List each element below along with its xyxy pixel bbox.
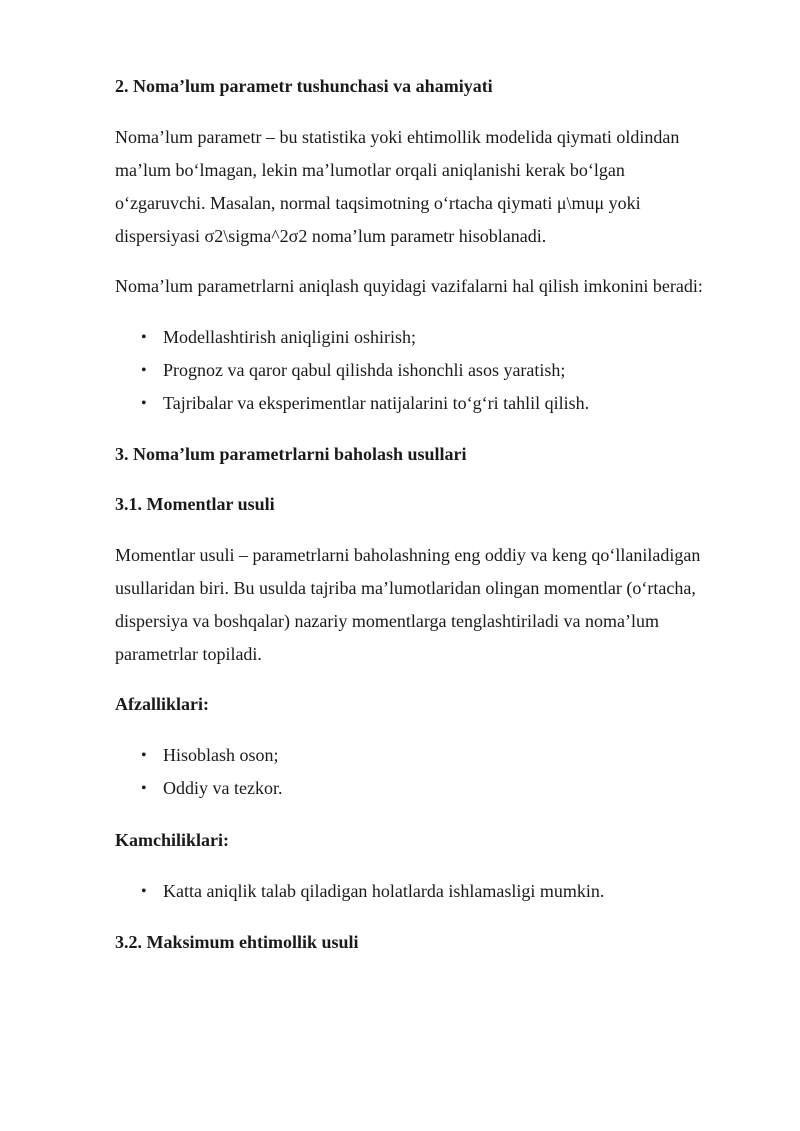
list-item-text: Oddiy va tezkor. [163, 778, 283, 798]
paragraph-line: dispersiya va boshqalar) nazariy momentlarga tenglashtiriladi va noma’lum [115, 611, 659, 631]
bullet-icon: • [141, 395, 147, 412]
section-3-heading: 3. Noma’lum parametrlarni baholash usullari [115, 444, 467, 464]
paragraph-line: Noma’lum parametr – bu statistika yoki ehtimollik modelida qiymati oldindan [115, 127, 680, 147]
list-item-text: Hisoblash oson; [163, 745, 279, 765]
advantages-heading: Afzalliklari: [115, 694, 209, 714]
paragraph-line: o‘zgaruvchi. Masalan, normal taqsimotning o‘rtacha qiymati μ\muμ yoki [115, 193, 641, 213]
section-3-1-paragraph [115, 539, 735, 671]
section-3-2-heading: 3.2. Maksimum ehtimollik usuli [115, 932, 359, 952]
paragraph-line: Momentlar usuli – parametrlarni baholashning eng oddiy va keng qo‘llaniladigan [115, 545, 701, 565]
section-2-paragraph-1 [115, 121, 735, 253]
paragraph-line: dispersiyasi σ2\sigma^2σ2 noma’lum parametr hisoblanadi. [115, 226, 547, 246]
bullet-icon: • [141, 780, 147, 797]
list-item-text: Modellashtirish aniqligini oshirish; [163, 327, 416, 347]
paragraph-line: usullaridan biri. Bu usulda tajriba ma’lumotlaridan olingan momentlar (o‘rtacha, [115, 578, 696, 598]
bullet-icon: • [141, 883, 147, 900]
disadvantages-heading: Kamchiliklari: [115, 830, 229, 850]
bullet-icon: • [141, 747, 147, 764]
section-2-heading: 2. Noma’lum parametr tushunchasi va ahamiyati [115, 76, 493, 96]
list-item-text: Katta aniqlik talab qiladigan holatlarda ishlamasligi mumkin. [163, 881, 605, 901]
bullet-icon: • [141, 329, 147, 346]
paragraph-line: ma’lum bo‘lmagan, lekin ma’lumotlar orqali aniqlanishi kerak bo‘lgan [115, 160, 625, 180]
paragraph-line: parametrlar topiladi. [115, 644, 262, 664]
bullet-icon: • [141, 362, 147, 379]
section-3-1-heading: 3.1. Momentlar usuli [115, 494, 275, 514]
section-2-paragraph-2 [115, 270, 735, 303]
list-item-text: Prognoz va qaror qabul qilishda ishonchli asos yaratish; [163, 360, 566, 380]
paragraph-line: Noma’lum parametrlarni aniqlash quyidagi vazifalarni hal qilish imkonini beradi: [115, 276, 703, 296]
list-item-text: Tajribalar va eksperimentlar natijalarini to‘g‘ri tahlil qilish. [163, 393, 590, 413]
